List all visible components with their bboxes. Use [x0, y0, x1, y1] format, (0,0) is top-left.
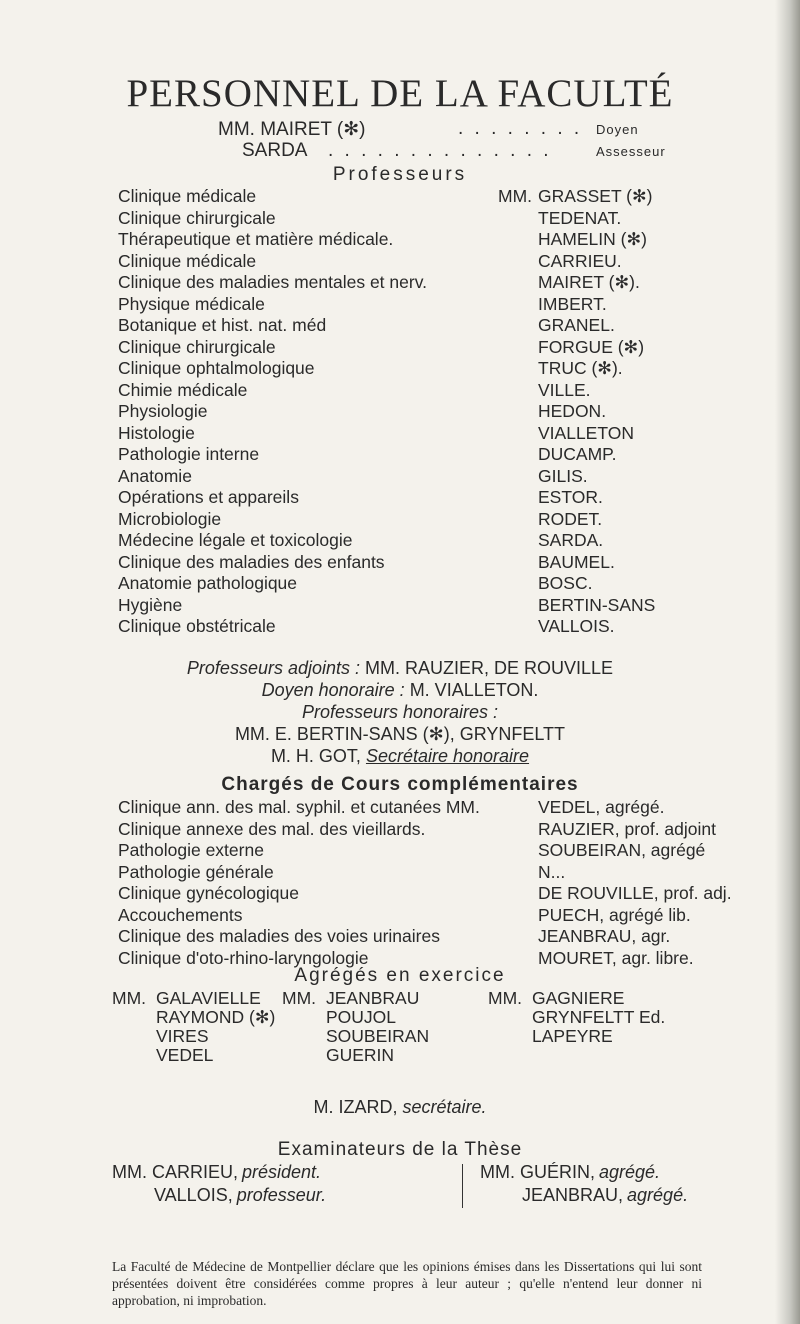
professor-subject: Anatomie pathologique: [118, 573, 298, 593]
agrege-name: SOUBEIRAN: [326, 1026, 430, 1046]
secretaire-honoraire-line: [0, 746, 800, 767]
professor-subject: Pathologie interne: [118, 444, 260, 464]
professor-name: GILIS.: [538, 465, 588, 486]
examiner-line: [480, 1161, 688, 1184]
course-subject: Clinique annexe des mal. des vieillards.: [118, 818, 426, 839]
agrege-name: VEDEL: [156, 1045, 214, 1065]
examiners-divider: [462, 1164, 463, 1208]
professors-heading: Professeurs: [332, 164, 468, 185]
secretaire-honoraire-label: Secrétaire honoraire: [365, 746, 530, 766]
professor-name: TRUC (✻).: [538, 358, 623, 378]
professor-subject: Clinique médicale: [118, 250, 257, 271]
course-subject: Clinique des maladies des voies urinaires: [118, 926, 440, 946]
professor-name: FORGUE (✻): [538, 336, 645, 357]
professor-subject: Clinique chirurgicale: [118, 336, 276, 357]
professor-subject: Thérapeutique et matière médicale.: [118, 229, 394, 249]
professor-subject: Opérations et appareils: [118, 487, 299, 507]
examiner-name: JEANBRAU,: [522, 1185, 624, 1205]
course-subject: Clinique d'oto-rhino-laryngologie: [118, 947, 369, 968]
examiner-line: [112, 1161, 326, 1184]
professor-subject: Hygiène: [118, 594, 183, 615]
doyen-honoraire-line: [0, 680, 800, 701]
course-subject: Accouchements: [118, 904, 243, 925]
professor-subject: Anatomie: [118, 465, 192, 486]
course-lecturer: VEDEL, agrégé.: [538, 797, 665, 817]
agreges-column: [112, 988, 276, 1065]
document-page: PERSONNEL DE LA FACULTÉ MM. MAIRET (✻) . . . . . . . . Doyen SARDA . . . . . . . . . . . . . . Assesseur Professeurs Clinique médicale GRASSET (✻) MM. Clinique chirurgicale TEDENAT. Thérapeutique et matière médicale. HAMELIN (✻) Clinique médicale CARRIEU. Clinique des maladies mentales et nerv. MAIRET (✻). Physique médicale IMBERT. Botanique et hist. nat. méd GRANEL. Clinique chirurgicale FORGUE (✻) Clinique ophtalmologique TRUC (✻). Chimie médicale VILLE. Physiologie HEDON. Histologie VIALLETON Pathologie interne DUCAMP. Anatomie GILIS. Opérations et appareils ESTOR. Microbiologie RODET. Médecine légale et toxicologie SARDA. Clinique des maladies des enfants BAUMEL. Anatomie pathologique BOSC. Hygiène BERTIN-SANS Clinique obstétricale VALLOIS. Professeurs adjoints : MM. RAUZIER, DE ROUVILLE Doyen honoraire : M. VIALLETON. Professeurs honoraires : MM. E. BERTIN-SANS (✻), GRYNFELTT M. H. GOT, Secrétaire honoraire Chargés de Cours complémentaires Clinique ann. des mal. syphil. et cutanées MM. VEDEL, agrégé. Clinique annexe des mal. des vieillards. RAUZIER, prof. adjoint Pathologie externe SOUBEIRAN, agrégé Pathologie générale N... Clinique gynécologique DE ROUVILLE, prof. adj. Accouchements PUECH, agrégé lib. Clinique des maladies des voies urinaires JEANBRAU, agr. Clinique d'oto-rhino-laryngologie MOURET, agr. libre. Agrégés en exercice MM. GALAVIELLE RAYMOND (✻) VIRES VEDEL MM. JEANBRAU POUJOL SOUBEIRAN GUERIN MM. GAGNIERE GRYNFELTT Ed. LAPEYRE M. IZARD, secrétaire. Examinateurs de la Thèse MM. CARRIEU, président. VALLOIS, professeur. MM. GUÉRIN, agrégé. JEANBRAU, agrégé. La Faculté de Médecine de Montpellier déclare que les opinions émises dans les Dissertations qui lui sont présentées doivent être considérées comme propres à leur auteur ; qu'elle n'entend leur donner ni approbation, ni improbation.: [0, 0, 800, 1324]
professor-name: GRASSET (✻): [538, 186, 653, 206]
course-subject: Pathologie générale: [118, 861, 274, 882]
course-lecturer: MOURET, agr. libre.: [538, 947, 694, 968]
professor-subject: Microbiologie: [118, 508, 222, 529]
examiner-name: MM. GUÉRIN,: [480, 1162, 595, 1182]
professor-name: TEDENAT.: [538, 207, 622, 228]
adjoints-label: Professeurs adjoints :: [186, 658, 361, 678]
professor-subject: Botanique et hist. nat. méd: [118, 315, 327, 335]
professor-name: BOSC.: [538, 573, 593, 593]
professor-name: VIALLETON: [538, 422, 634, 443]
professor-name: BAUMEL.: [538, 551, 615, 572]
professor-name: ESTOR.: [538, 487, 603, 507]
examiner-title: agrégé.: [627, 1185, 689, 1205]
course-lecturer: DE ROUVILLE, prof. adj.: [538, 883, 732, 903]
professor-subject: Médecine légale et toxicologie: [118, 530, 353, 550]
agreges-secretary-line: [0, 1097, 800, 1118]
agrege-name: GALAVIELLE: [156, 988, 261, 1008]
examiners-right: [480, 1161, 688, 1207]
professor-subject: Histologie: [118, 422, 195, 443]
course-lecturer: JEANBRAU, agr.: [538, 926, 671, 946]
professor-name: SARDA.: [538, 530, 604, 550]
professor-subject: Physiologie: [118, 401, 208, 421]
officer-name: MM. MAIRET (✻): [218, 119, 366, 140]
examiner-line: [480, 1184, 688, 1207]
agrege-name: LAPEYRE: [532, 1026, 613, 1046]
course-subject: Clinique gynécologique: [118, 883, 299, 903]
professor-name: CARRIEU.: [538, 250, 622, 271]
complementary-heading: Chargés de Cours complémentaires: [221, 774, 579, 795]
doyen-honoraire-label: Doyen honoraire :: [261, 680, 405, 700]
professor-name: IMBERT.: [538, 293, 607, 314]
professeurs-honoraires-names: MM. E. BERTIN-SANS (✻), GRYNFELTT: [234, 724, 566, 744]
agrege-name: JEANBRAU: [326, 988, 420, 1008]
course-subject: Clinique ann. des mal. syphil. et cutanées MM.: [118, 797, 480, 817]
agreges-secretary-label: secrétaire.: [402, 1097, 487, 1117]
agreges-column: [282, 988, 430, 1065]
course-subject: Pathologie externe: [118, 840, 264, 860]
professor-subject: Chimie médicale: [118, 379, 248, 400]
professor-name: VALLOIS.: [538, 616, 615, 636]
examiner-title: professeur.: [236, 1185, 327, 1205]
agrege-name: POUJOL: [326, 1007, 397, 1027]
agreges-column: [488, 988, 666, 1046]
page-title: PERSONNEL DE LA FACULTÉ: [126, 72, 674, 115]
professor-name: GRANEL.: [538, 315, 615, 335]
professor-subject: Clinique chirurgicale: [118, 207, 276, 228]
agreges-heading: Agrégés en exercice: [294, 965, 506, 986]
examiner-title: président.: [242, 1162, 322, 1182]
professor-subject: Clinique obstétricale: [118, 616, 276, 636]
examiner-title: agrégé.: [599, 1162, 661, 1182]
agreges-mm-prefix: MM.: [112, 988, 147, 1008]
officer-role: Doyen: [596, 122, 639, 137]
professor-name: HEDON.: [538, 401, 607, 421]
professor-subject: Physique médicale: [118, 293, 265, 314]
adjoints-names: MM. RAUZIER, DE ROUVILLE: [365, 658, 614, 678]
agrege-name: GUERIN: [326, 1045, 395, 1065]
examiners-left: [112, 1161, 326, 1207]
course-lecturer: RAUZIER, prof. adjoint: [538, 818, 716, 839]
professor-name: HAMELIN (✻): [538, 229, 647, 249]
agrege-name: GRYNFELTT Ed.: [532, 1007, 666, 1027]
course-lecturer: N...: [538, 861, 566, 882]
professor-name: DUCAMP.: [538, 444, 617, 464]
disclaimer-footnote: La Faculté de Médecine de Montpellier déclare que les opinions émises dans les Dissertations qui lui sont présentées doivent être considérées comme propres à leur auteur ; qu'elle n'entend leur donner ni approbation, ni improbation.: [112, 1259, 702, 1308]
professor-name: MAIRET (✻).: [538, 272, 640, 292]
adjoints-line: [0, 658, 800, 679]
examiners-heading: Examinateurs de la Thèse: [277, 1139, 523, 1160]
examiner-name: VALLOIS,: [154, 1185, 233, 1205]
course-lecturer: SOUBEIRAN, agrégé: [538, 840, 706, 860]
examiner-line: [112, 1184, 326, 1207]
professor-subject: Clinique des maladies mentales et nerv.: [118, 272, 428, 292]
professor-name: VILLE.: [538, 379, 591, 400]
agrege-name: VIRES: [156, 1026, 209, 1046]
professor-name: RODET.: [538, 508, 603, 529]
agreges-mm-prefix: MM.: [488, 988, 523, 1008]
officer-role: Assesseur: [596, 144, 666, 159]
course-lecturer: PUECH, agrégé lib.: [538, 904, 691, 925]
professeurs-honoraires-label: Professeurs honoraires :: [301, 702, 499, 722]
professor-subject: Clinique des maladies des enfants: [118, 551, 385, 572]
professor-subject: Clinique ophtalmologique: [118, 358, 315, 378]
professor-subject: Clinique médicale: [118, 186, 257, 206]
officer-name: SARDA: [242, 140, 308, 161]
agreges-mm-prefix: MM.: [282, 988, 317, 1008]
secretaire-honoraire-name: M. H. GOT,: [270, 746, 361, 766]
mm-label: MM.: [498, 186, 533, 206]
agreges-secretary-name: M. IZARD,: [313, 1097, 398, 1117]
agrege-name: RAYMOND (✻): [156, 1007, 276, 1027]
examiner-name: MM. CARRIEU,: [112, 1162, 238, 1182]
agrege-name: GAGNIERE: [532, 988, 625, 1008]
doyen-honoraire-name: M. VIALLETON.: [409, 680, 539, 700]
professor-name: BERTIN-SANS: [538, 594, 656, 615]
